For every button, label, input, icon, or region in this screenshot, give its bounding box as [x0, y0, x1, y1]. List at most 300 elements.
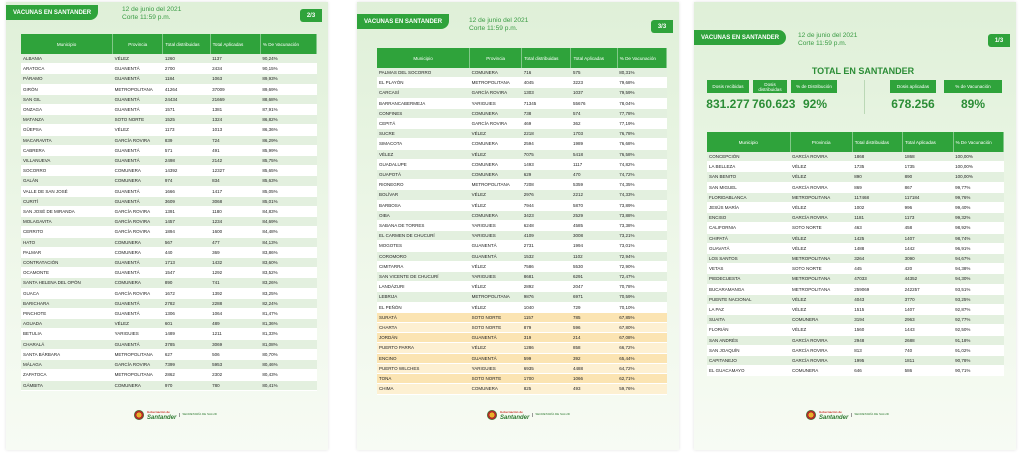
cell-vacunacion: 100,00%: [953, 162, 1003, 172]
cell-vacunacion: 92,50%: [953, 325, 1003, 335]
cell-provincia: COMUNERA: [113, 278, 163, 288]
cell-municipio: EL PLAYÓN: [377, 78, 470, 88]
government-seal-icon: [487, 410, 497, 420]
cell-aplicadas: 1600: [210, 227, 260, 237]
cell-vacunacion: 98,74%: [953, 233, 1003, 243]
table-row: [707, 315, 1004, 325]
cell-aplicadas: 574: [571, 108, 617, 118]
cell-provincia: METROPOLITANA: [113, 84, 163, 94]
cell-distribuidas: 3609: [163, 196, 210, 206]
cell-provincia: COMUNERA: [470, 170, 522, 180]
cell-distribuidas: 2700: [163, 64, 210, 74]
cell-provincia: VÉLEZ: [790, 294, 852, 304]
cell-aplicadas: 392: [571, 353, 617, 363]
cell-vacunacion: 93,25%: [953, 294, 1003, 304]
section-tag: VACUNAS EN SANTANDER: [357, 14, 449, 29]
cell-aplicadas: 1066: [571, 374, 617, 384]
cell-provincia: GUANENTÁ: [470, 333, 522, 343]
cell-provincia: GARCÍA ROVIRA: [790, 182, 852, 192]
cell-provincia: YARIGUIES: [470, 272, 522, 282]
cell-provincia: GARCÍA ROVIRA: [113, 227, 163, 237]
cell-aplicadas: 3090: [903, 254, 953, 264]
cell-aplicadas: 2963: [903, 315, 953, 325]
cell-provincia: VÉLEZ: [790, 233, 852, 243]
cell-aplicadas: 1392: [210, 288, 260, 298]
cell-distribuidas: 890: [852, 172, 902, 182]
cell-municipio: ZAPATOCA: [21, 370, 113, 380]
cell-vacunacion: 80,43%: [260, 370, 316, 380]
cell-vacunacion: 94,67%: [953, 254, 1003, 264]
cell-distribuidas: 8681: [522, 272, 571, 282]
table-row: [707, 152, 1004, 162]
cell-municipio: SAN JOSÉ DE MIRANDA: [21, 207, 113, 217]
cell-municipio: SIMACOTA: [377, 139, 470, 149]
cell-aplicadas: 834: [210, 176, 260, 186]
table-row: [707, 366, 1004, 376]
cell-municipio: PUERTO PARRA: [377, 343, 470, 353]
cell-aplicadas: 3008: [571, 231, 617, 241]
cell-aplicadas: 1117: [571, 159, 617, 169]
cell-municipio: GUACA: [21, 288, 113, 298]
table-row: [21, 319, 317, 329]
cell-distribuidas: 2948: [852, 335, 902, 345]
table-row: [707, 325, 1004, 335]
cell-vacunacion: 67,80%: [617, 323, 666, 333]
cell-vacunacion: 67,85%: [617, 312, 666, 322]
cell-municipio: CALIFORNIA: [707, 223, 790, 233]
cell-vacunacion: 81,36%: [260, 319, 316, 329]
cell-municipio: BUCARAMANGA: [707, 284, 790, 294]
cell-provincia: COMUNERA: [113, 380, 163, 390]
cell-municipio: CIMITARRA: [377, 261, 470, 271]
cell-provincia: VÉLEZ: [790, 325, 852, 335]
cell-distribuidas: 1666: [163, 186, 210, 196]
cell-distribuidas: 3785: [163, 339, 210, 349]
table-row: [377, 88, 667, 98]
cell-provincia: METROPOLITANA: [470, 292, 522, 302]
report-date: 12 de junio del 2021 Corte 11:59 p.m.: [122, 6, 182, 21]
cell-aplicadas: 493: [571, 384, 617, 394]
cell-distribuidas: 47033: [852, 274, 902, 284]
cell-provincia: GARCÍA ROVIRA: [470, 119, 522, 129]
cell-vacunacion: 83,60%: [260, 258, 316, 268]
cell-provincia: COMUNERA: [470, 210, 522, 220]
cell-aplicadas: 741: [210, 278, 260, 288]
cell-vacunacion: 66,72%: [617, 343, 666, 353]
table-row: [377, 343, 667, 353]
cell-distribuidas: 1260: [163, 54, 210, 64]
cell-provincia: GUANENTÁ: [113, 186, 163, 196]
table-row: [377, 68, 667, 78]
cell-aplicadas: 6291: [571, 272, 617, 282]
cell-provincia: METROPOLITANA: [790, 274, 852, 284]
cell-municipio: PALMAS DEL SOCORRO: [377, 68, 470, 78]
cell-aplicadas: 2212: [571, 190, 617, 200]
cell-distribuidas: 839: [163, 135, 210, 145]
cell-distribuidas: 1525: [163, 115, 210, 125]
cell-provincia: VÉLEZ: [790, 305, 852, 315]
cell-provincia: METROPOLITANA: [470, 78, 522, 88]
table-row: [707, 284, 1004, 294]
kpi-value-pct-vacunacion: 89%: [960, 97, 986, 111]
cell-distribuidas: 1457: [163, 217, 210, 227]
section-tag: VACUNAS EN SANTANDER: [6, 5, 98, 20]
cell-provincia: VÉLEZ: [470, 343, 522, 353]
cell-municipio: CHARTA: [377, 323, 470, 333]
cell-municipio: BARBOSA: [377, 200, 470, 210]
cell-distribuidas: 6248: [522, 221, 571, 231]
cell-provincia: GARCÍA ROVIRA: [113, 360, 163, 370]
cell-provincia: METROPOLITANA: [113, 349, 163, 359]
table-row: [21, 329, 317, 339]
table-row: [377, 190, 667, 200]
cell-aplicadas: 2288: [210, 298, 260, 308]
col-municipio: Municipio: [21, 34, 113, 54]
cell-aplicadas: 1381: [210, 105, 260, 115]
cell-provincia: SOTO NORTE: [790, 264, 852, 274]
table-row: [21, 258, 317, 268]
cell-vacunacion: 85,05%: [260, 186, 316, 196]
table-row: [21, 339, 317, 349]
cell-municipio: SAN GIL: [21, 94, 113, 104]
cell-municipio: PUENTE NACIONAL: [707, 294, 790, 304]
cell-vacunacion: 74,72%: [617, 170, 666, 180]
cell-aplicadas: 4585: [571, 221, 617, 231]
cell-distribuidas: 1286: [522, 343, 571, 353]
cell-distribuidas: 1894: [163, 227, 210, 237]
cell-vacunacion: 70,10%: [617, 302, 666, 312]
cell-distribuidas: 1532: [522, 251, 571, 261]
table-row: [377, 98, 667, 108]
table-row: [21, 94, 317, 104]
table-row: [377, 149, 667, 159]
cell-distribuidas: 1700: [522, 374, 571, 384]
cell-municipio: ENCINO: [377, 353, 470, 363]
cell-vacunacion: 89,69%: [260, 84, 316, 94]
page-indicator: 2/3: [300, 9, 322, 22]
cell-provincia: YARIGUIES: [113, 329, 163, 339]
cell-distribuidas: 4045: [522, 78, 571, 88]
cell-provincia: SOTO NORTE: [470, 374, 522, 384]
table-row: [707, 162, 1004, 172]
cell-vacunacion: 79,59%: [617, 88, 666, 98]
cell-distribuidas: 1560: [852, 325, 902, 335]
table-row: [377, 200, 667, 210]
cell-vacunacion: 99,76%: [953, 192, 1003, 202]
cell-municipio: SAN ANDRÉS: [707, 335, 790, 345]
cell-distribuidas: 1425: [852, 233, 902, 243]
table-row: [707, 172, 1004, 182]
cell-aplicadas: 1324: [210, 115, 260, 125]
cell-aplicadas: 5953: [210, 360, 260, 370]
cell-aplicadas: 1442: [903, 243, 953, 253]
table-row: [21, 186, 317, 196]
cell-aplicadas: 21669: [210, 94, 260, 104]
cell-provincia: COMUNERA: [113, 247, 163, 257]
cell-vacunacion: 91,02%: [953, 345, 1003, 355]
cell-distribuidas: 7586: [522, 261, 571, 271]
cell-provincia: VÉLEZ: [113, 319, 163, 329]
cell-aplicadas: 1137: [210, 54, 260, 64]
table-row: [377, 384, 667, 394]
cell-distribuidas: 738: [522, 108, 571, 118]
cell-vacunacion: 80,70%: [260, 349, 316, 359]
totals-title: TOTAL EN SANTANDER: [811, 66, 915, 76]
cell-vacunacion: 78,04%: [617, 98, 666, 108]
col-vacunacion: % De Vacunación: [617, 48, 666, 68]
cell-distribuidas: 9876: [522, 292, 571, 302]
cell-vacunacion: 92,77%: [953, 315, 1003, 325]
cell-municipio: CERRITO: [21, 227, 113, 237]
cell-provincia: VÉLEZ: [790, 243, 852, 253]
cell-municipio: LANDÁZURI: [377, 282, 470, 292]
cell-provincia: COMUNERA: [470, 108, 522, 118]
cell-vacunacion: 74,35%: [617, 180, 666, 190]
cell-municipio: FLORIDABLANCA: [707, 192, 790, 202]
cell-distribuidas: 6935: [522, 363, 571, 373]
cell-provincia: SOTO NORTE: [470, 312, 522, 322]
cell-aplicadas: 5870: [571, 200, 617, 210]
cell-provincia: GUANENTÁ: [470, 251, 522, 261]
cell-distribuidas: 4109: [522, 231, 571, 241]
cell-municipio: VÉLEZ: [377, 149, 470, 159]
cell-provincia: METROPOLITANA: [790, 284, 852, 294]
cell-vacunacion: 72,47%: [617, 272, 666, 282]
cell-aplicadas: 740: [903, 345, 953, 355]
cell-municipio: VETAS: [707, 264, 790, 274]
cell-aplicadas: 3223: [571, 78, 617, 88]
cell-vacunacion: 99,32%: [953, 213, 1003, 223]
cell-vacunacion: 90,78%: [953, 356, 1003, 366]
kpi-label-aplicadas: Dosis aplicadas: [890, 80, 936, 93]
cell-provincia: GUANENTÁ: [113, 105, 163, 115]
cell-aplicadas: 37009: [210, 84, 260, 94]
cell-vacunacion: 83,52%: [260, 268, 316, 278]
table-row: [21, 227, 317, 237]
table-row: [707, 345, 1004, 355]
footer-logos: [134, 409, 217, 421]
cell-municipio: SOCORRO: [21, 166, 113, 176]
cell-vacunacion: 85,99%: [260, 145, 316, 155]
cell-provincia: GARCÍA ROVIRA: [790, 356, 852, 366]
cell-distribuidas: 1995: [852, 356, 902, 366]
cell-aplicadas: 1989: [571, 139, 617, 149]
cell-distribuidas: 1306: [163, 309, 210, 319]
cell-aplicadas: 2434: [210, 64, 260, 74]
cell-municipio: CARCASÍ: [377, 88, 470, 98]
cell-municipio: LOS SANTOS: [707, 254, 790, 264]
secretaria-salud-logo: SECRETARÍA DE SALUD: [532, 413, 570, 416]
cell-distribuidas: 117468: [852, 192, 902, 202]
cell-vacunacion: 83,25%: [260, 288, 316, 298]
cell-municipio: CEPITÁ: [377, 119, 470, 129]
cell-vacunacion: 85,01%: [260, 196, 316, 206]
table-row: [377, 210, 667, 220]
cell-provincia: GUANENTÁ: [113, 196, 163, 206]
cell-municipio: SAN BENITO: [707, 172, 790, 182]
cell-aplicadas: 890: [903, 172, 953, 182]
cell-vacunacion: 73,89%: [617, 200, 666, 210]
table-row: [21, 145, 317, 155]
cell-distribuidas: 259069: [852, 284, 902, 294]
cell-provincia: GARCÍA ROVIRA: [113, 207, 163, 217]
cell-provincia: GUANENTÁ: [113, 64, 163, 74]
cell-vacunacion: 80,31%: [617, 68, 666, 78]
cell-municipio: MATANZA: [21, 115, 113, 125]
table-row: [21, 217, 317, 227]
cell-provincia: GARCÍA ROVIRA: [113, 217, 163, 227]
cell-municipio: LEBRIJA: [377, 292, 470, 302]
page-indicator: 1/3: [988, 34, 1010, 47]
cell-distribuidas: 813: [852, 345, 902, 355]
cell-aplicadas: 477: [210, 237, 260, 247]
table-row: [707, 243, 1004, 253]
cell-municipio: GUAPOTÁ: [377, 170, 470, 180]
cell-municipio: CAPITANEJO: [707, 356, 790, 366]
cell-municipio: BARICHARA: [21, 298, 113, 308]
cell-municipio: SUCRE: [377, 129, 470, 139]
cell-distribuidas: 4043: [852, 294, 902, 304]
cell-vacunacion: 73,01%: [617, 241, 666, 251]
cell-vacunacion: 80,46%: [260, 360, 316, 370]
cell-aplicadas: 596: [571, 323, 617, 333]
table-row: [21, 166, 317, 176]
cell-vacunacion: 86,82%: [260, 115, 316, 125]
cell-vacunacion: 80,41%: [260, 380, 316, 390]
cell-aplicadas: 5418: [571, 149, 617, 159]
cell-provincia: GUANENTÁ: [113, 268, 163, 278]
col-aplicadas: Total Aplicadas: [571, 48, 617, 68]
cell-provincia: VÉLEZ: [790, 162, 852, 172]
kpi-label-pct-vacunacion: % de Vacunación: [944, 80, 1002, 93]
cell-distribuidas: 974: [163, 176, 210, 186]
cell-aplicadas: 1180: [210, 207, 260, 217]
cell-vacunacion: 81,08%: [260, 339, 316, 349]
cell-municipio: PÁRAMO: [21, 74, 113, 84]
cell-provincia: GUANENTÁ: [113, 258, 163, 268]
kpi-value-pct-distribucion: 92%: [802, 97, 828, 111]
table-row: [377, 108, 667, 118]
cell-municipio: EL CARMEN DE CHUCURÍ: [377, 231, 470, 241]
cell-aplicadas: 575: [571, 68, 617, 78]
table-row: [21, 54, 317, 64]
cell-vacunacion: 88,68%: [260, 94, 316, 104]
cell-provincia: GARCÍA ROVIRA: [790, 213, 852, 223]
cell-distribuidas: 1493: [522, 159, 571, 169]
col-aplicadas: Total Aplicadas: [210, 34, 260, 54]
cell-municipio: SAN JOAQUÍN: [707, 345, 790, 355]
cell-distribuidas: 2782: [163, 298, 210, 308]
gobernacion-logo: Gobernación de Santander: [500, 410, 530, 421]
cell-distribuidas: 567: [163, 237, 210, 247]
cell-aplicadas: 117184: [903, 192, 953, 202]
municipality-table-page-1: [707, 132, 1004, 376]
cell-aplicadas: 2302: [210, 370, 260, 380]
cell-vacunacion: 62,71%: [617, 374, 666, 384]
cell-vacunacion: 100,00%: [953, 152, 1003, 162]
col-vacunacion: % De Vacunación: [953, 132, 1003, 152]
table-row: [707, 213, 1004, 223]
cell-distribuidas: 7399: [163, 360, 210, 370]
cell-aplicadas: 1234: [210, 217, 260, 227]
col-distribuidas: Total distribuidas: [163, 34, 210, 54]
cell-aplicadas: 1994: [571, 241, 617, 251]
table-row: [21, 135, 317, 145]
cell-provincia: VÉLEZ: [470, 302, 522, 312]
table-row: [707, 203, 1004, 213]
cell-vacunacion: 89,93%: [260, 74, 316, 84]
table-row: [377, 272, 667, 282]
government-seal-icon: [134, 410, 144, 420]
table-row: [377, 129, 667, 139]
cell-municipio: BARRANCABERMEJA: [377, 98, 470, 108]
cell-vacunacion: 65,44%: [617, 353, 666, 363]
cell-aplicadas: 362: [571, 119, 617, 129]
cell-distribuidas: 41264: [163, 84, 210, 94]
cell-vacunacion: 93,51%: [953, 284, 1003, 294]
cell-distribuidas: 1488: [852, 243, 902, 253]
cell-aplicadas: 729: [571, 302, 617, 312]
table-row: [377, 78, 667, 88]
table-row: [21, 125, 317, 135]
cell-provincia: GUANENTÁ: [470, 353, 522, 363]
cell-municipio: PIEDECUESTA: [707, 274, 790, 284]
cell-aplicadas: 586: [903, 366, 953, 376]
cell-vacunacion: 84,48%: [260, 227, 316, 237]
cell-municipio: CHIPATÁ: [707, 233, 790, 243]
cell-vacunacion: 83,86%: [260, 247, 316, 257]
cell-vacunacion: 85,65%: [260, 166, 316, 176]
kpi-value-distribuidas: 760.623: [752, 97, 796, 111]
cell-aplicadas: 1703: [571, 129, 617, 139]
cell-distribuidas: 1040: [522, 302, 571, 312]
cell-municipio: CONCEPCIÓN: [707, 152, 790, 162]
col-municipio: Municipio: [707, 132, 790, 152]
cell-vacunacion: 72,90%: [617, 261, 666, 271]
cell-distribuidas: 890: [163, 278, 210, 288]
cell-distribuidas: 3264: [852, 254, 902, 264]
table-row: [377, 312, 667, 322]
table-header-row: [21, 34, 317, 54]
cell-municipio: SUAITA: [707, 315, 790, 325]
cell-distribuidas: 825: [522, 384, 571, 394]
cell-vacunacion: 77,78%: [617, 108, 666, 118]
cell-vacunacion: 77,19%: [617, 119, 666, 129]
cell-municipio: GUADALUPE: [377, 159, 470, 169]
gobernacion-logo: Gobernación de Santander: [147, 410, 177, 421]
cell-distribuidas: 1002: [852, 203, 902, 213]
cell-municipio: AGUADA: [21, 319, 113, 329]
cell-aplicadas: 1173: [903, 213, 953, 223]
page-indicator: 3/3: [651, 20, 673, 33]
cell-municipio: LA PAZ: [707, 305, 790, 315]
cell-provincia: VÉLEZ: [470, 282, 522, 292]
cell-aplicadas: 420: [903, 264, 953, 274]
cell-vacunacion: 94,30%: [953, 274, 1003, 284]
cell-aplicadas: 2047: [571, 282, 617, 292]
cell-aplicadas: 491: [210, 145, 260, 155]
cell-provincia: VÉLEZ: [470, 190, 522, 200]
cell-vacunacion: 92,87%: [953, 305, 1003, 315]
table-row: [21, 349, 317, 359]
table-row: [377, 302, 667, 312]
table-row: [707, 182, 1004, 192]
cell-provincia: YARIGUIES: [470, 231, 522, 241]
cell-aplicadas: 1013: [210, 125, 260, 135]
cell-provincia: VÉLEZ: [790, 203, 852, 213]
cell-provincia: GARCÍA ROVIRA: [113, 288, 163, 298]
cell-vacunacion: 98,92%: [953, 223, 1003, 233]
